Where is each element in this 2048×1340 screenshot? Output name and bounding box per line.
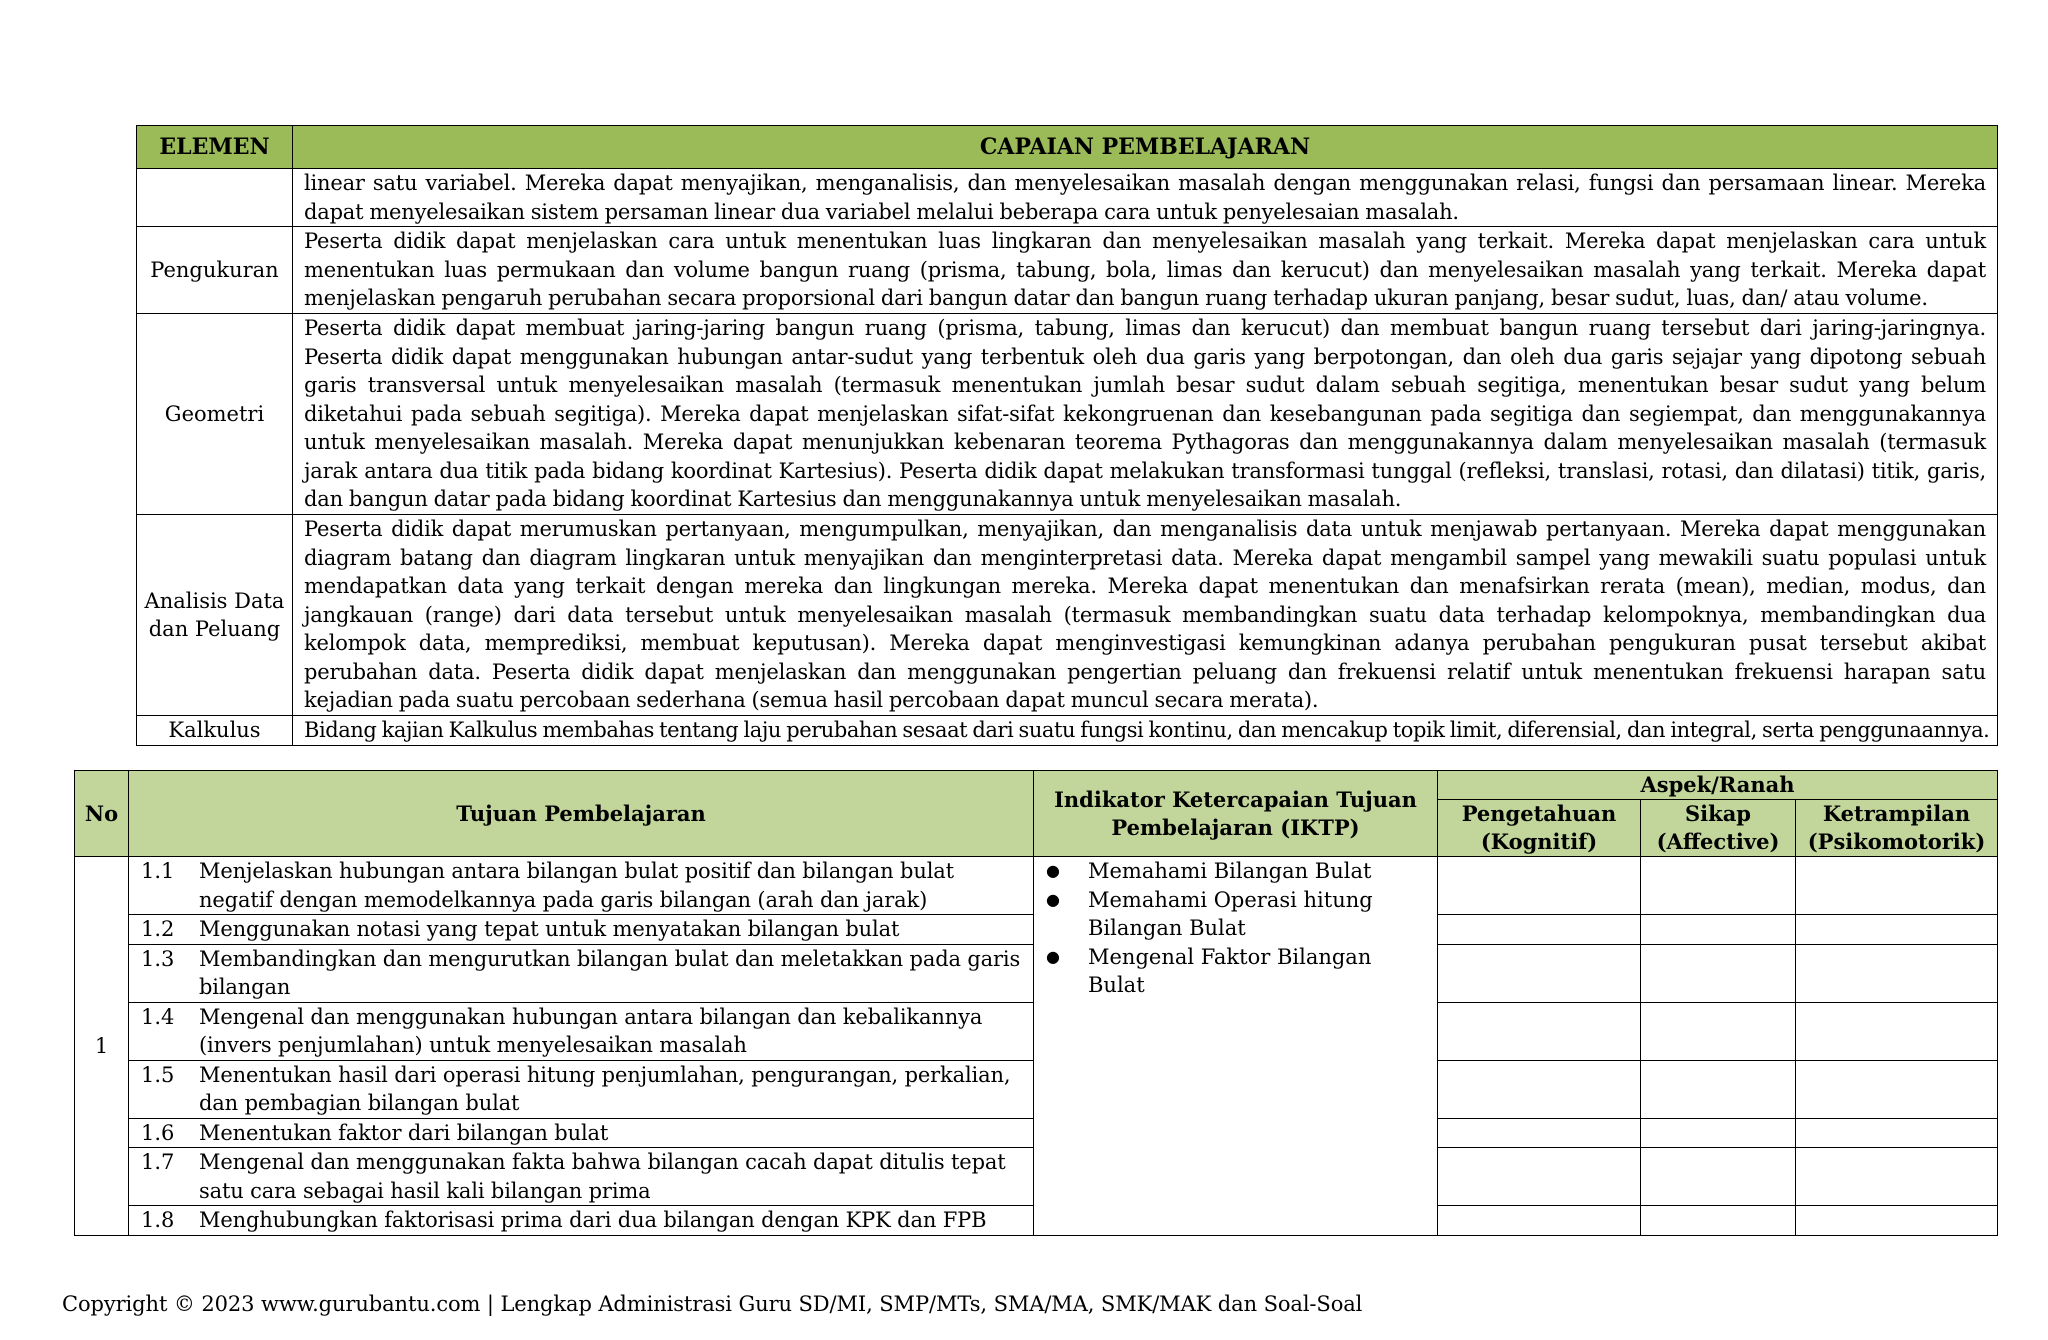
sikap-cell (1641, 1148, 1796, 1206)
tujuan-code: 1.6 (141, 1120, 175, 1145)
capaian-cell: Peserta didik dapat menjelaskan cara untuk menentukan luas lingkaran dan menyelesaikan masalah yang terkait. Mereka dapat menjelaskan cara untuk menentukan luas permukaan dan volume bangun ruang (prisma, tabung, bola, limas dan kerucut) dan menyelesaikan masalah yang terkait. Mereka dapat menjelaskan pengaruh perubahan secara proporsional dari bangun datar dan bangun ruang terhadap ukuran panjang, besar sudut, luas, dan/ atau volume. (293, 227, 1998, 314)
ketrampilan-header: Ketrampilan (Psikomotorik) (1796, 800, 1998, 857)
elemen-cell: Analisis Data dan Peluang (137, 515, 293, 716)
sikap-cell (1641, 1002, 1796, 1060)
sikap-cell (1641, 944, 1796, 1002)
tujuan-text: Membandingkan dan mengurutkan bilangan bulat dan meletakkan pada garis bilangan (199, 946, 1021, 999)
pengetahuan-cell (1438, 915, 1641, 945)
cp-row (137, 227, 1998, 314)
aspek-header: Aspek/Ranah (1438, 771, 1998, 800)
pengetahuan-cell (1438, 1118, 1641, 1148)
tujuan-text: Menghubungkan faktorisasi prima dari dua bilangan dengan KPK dan FPB (199, 1208, 987, 1232)
tujuan-pembelajaran-table (74, 770, 1998, 1236)
tujuan-cell (129, 1118, 1034, 1148)
tujuan-code: 1.4 (141, 1004, 175, 1029)
elemen-cell: Pengukuran (137, 227, 293, 314)
ketrampilan-cell (1796, 1060, 1998, 1118)
tujuan-cell (129, 1148, 1034, 1206)
sikap-cell (1641, 1118, 1796, 1148)
cp-row (137, 716, 1998, 746)
cp-header-row (137, 126, 1998, 169)
ketrampilan-cell (1796, 944, 1998, 1002)
tujuan-code: 1.5 (141, 1062, 175, 1087)
pengetahuan-cell (1438, 1148, 1641, 1206)
pengetahuan-cell (1438, 857, 1641, 915)
tujuan-header: Tujuan Pembelajaran (129, 771, 1034, 857)
capaian-pembelajaran-table (136, 125, 1998, 746)
pengetahuan-header: Pengetahuan (Kognitif) (1438, 800, 1641, 857)
tujuan-cell (129, 944, 1034, 1002)
tujuan-text: Mengenal dan menggunakan hubungan antara bilangan dan kebalikannya (invers penjumlahan) untuk menyelesaikan masalah (199, 1004, 983, 1057)
ketrampilan-cell (1796, 915, 1998, 945)
iktp-header: Indikator Ketercapaian Tujuan Pembelajaran (IKTP) (1034, 771, 1438, 857)
bullet-icon: ● (1046, 889, 1060, 909)
no-cell: 1 (75, 857, 129, 1236)
indikator-text: Mengenal Faktor Bilangan Bulat (1088, 944, 1372, 997)
bullet-icon: ● (1046, 861, 1060, 880)
capaian-cell: Peserta didik dapat membuat jaring-jaring bangun ruang (prisma, tabung, limas dan kerucut) dan membuat bangun ruang tersebut dari jaring-jaringnya. Peserta didik dapat menggunakan hubungan antar-sudut yang terbentuk oleh dua garis yang berpotongan, dan oleh dua garis sejajar yang dipotong sebuah garis transversal untuk menyelesaikan masalah (termasuk menentukan jumlah besar sudut dalam sebuah segitiga, menentukan besar sudut yang belum diketahui pada sebuah segitiga). Mereka dapat menjelaskan sifat-sifat kekongruenan dan kesebangunan pada segitiga dan segiempat, dan menggunakannya untuk menyelesaikan masalah. Mereka dapat menunjukkan kebenaran teorema Pythagoras dan menggunakannya dalam menyelesaikan masalah (termasuk jarak antara dua titik pada bidang koordinat Kartesius). Peserta didik dapat melakukan transformasi tunggal (refleksi, translasi, rotasi, dan dilatasi) titik, garis, dan bangun datar pada bidang koordinat Kartesius dan menggunakannya untuk menyelesaikan masalah. (293, 314, 1998, 515)
capaian-cell: Peserta didik dapat merumuskan pertanyaan, mengumpulkan, menyajikan, dan menganalisis data untuk menjawab pertanyaan. Mereka dapat menggunakan diagram batang dan diagram lingkaran untuk menyajikan dan menginterpretasi data. Mereka dapat mengambil sampel yang mewakili suatu populasi untuk mendapatkan data yang terkait dengan mereka dan lingkungan mereka. Mereka dapat menentukan dan menafsirkan rerata (mean), median, modus, dan jangkauan (range) dari data tersebut untuk menyelesaikan masalah (termasuk membandingkan suatu data terhadap kelompoknya, membandingkan dua kelompok data, memprediksi, membuat keputusan). Mereka dapat menginvestigasi kemungkinan adanya perubahan pengukuran pusat tersebut akibat perubahan data. Peserta didik dapat menjelaskan dan menggunakan pengertian peluang dan frekuensi relatif untuk menentukan frekuensi harapan satu kejadian pada suatu percobaan sederhana (semua hasil percobaan dapat muncul secara merata). (293, 515, 1998, 716)
indikator-item (1042, 857, 1431, 886)
copyright-footer: Copyright © 2023 www.gurubantu.com | Lengkap Administrasi Guru SD/MI, SMP/MTs, SMA/MA, SMK/MAK dan Soal-Soal (62, 1292, 1363, 1316)
indikator-text: Memahami Operasi hitung Bilangan Bulat (1088, 887, 1373, 940)
no-header: No (75, 771, 129, 857)
tujuan-cell (129, 857, 1034, 915)
tujuan-text: Menentukan faktor dari bilangan bulat (199, 1120, 609, 1145)
pengetahuan-cell (1438, 944, 1641, 1002)
capaian-header: CAPAIAN PEMBELAJARAN (293, 126, 1998, 169)
tp-row (75, 857, 1998, 915)
capaian-cell: Bidang kajian Kalkulus membahas tentang laju perubahan sesaat dari suatu fungsi kontinu, dan mencakup topik limit, diferensial, dan integral, serta penggunaannya. (293, 716, 1998, 746)
tp-header-row (75, 771, 1998, 800)
tujuan-text: Menggunakan notasi yang tepat untuk menyatakan bilangan bulat (199, 917, 900, 941)
elemen-cell (137, 169, 293, 227)
ketrampilan-cell (1796, 1002, 1998, 1060)
ketrampilan-cell (1796, 1118, 1998, 1148)
tujuan-cell (129, 915, 1034, 945)
ketrampilan-cell (1796, 857, 1998, 915)
sikap-header: Sikap (Affective) (1641, 800, 1796, 857)
tujuan-text: Mengenal dan menggunakan fakta bahwa bilangan cacah dapat ditulis tepat satu cara sebagai hasil kali bilangan prima (199, 1150, 1006, 1203)
tujuan-cell (129, 1206, 1034, 1236)
indikator-item (1042, 943, 1431, 1000)
ketrampilan-cell (1796, 1206, 1998, 1236)
cp-row (137, 314, 1998, 515)
sikap-cell (1641, 857, 1796, 915)
cp-row (137, 515, 1998, 716)
pengetahuan-cell (1438, 1060, 1641, 1118)
tujuan-text: Menjelaskan hubungan antara bilangan bulat positif dan bilangan bulat negatif dengan memodelkannya pada garis bilangan (arah dan jarak) (199, 859, 954, 912)
tujuan-cell (129, 1060, 1034, 1118)
tujuan-cell (129, 1002, 1034, 1060)
tujuan-text: Menentukan hasil dari operasi hitung penjumlahan, pengurangan, perkalian, dan pembagian bilangan bulat (199, 1062, 1011, 1115)
sikap-cell (1641, 915, 1796, 945)
tujuan-code: 1.7 (141, 1150, 175, 1174)
bullet-icon: ● (1046, 946, 1060, 966)
elemen-header: ELEMEN (137, 126, 293, 169)
indikator-cell (1034, 857, 1438, 1236)
pengetahuan-cell (1438, 1206, 1641, 1236)
sikap-cell (1641, 1206, 1796, 1236)
tujuan-code: 1.1 (141, 859, 175, 883)
elemen-cell: Kalkulus (137, 716, 293, 746)
tujuan-code: 1.3 (141, 946, 175, 971)
tujuan-code: 1.2 (141, 917, 175, 941)
pengetahuan-cell (1438, 1002, 1641, 1060)
capaian-cell: linear satu variabel. Mereka dapat menyajikan, menganalisis, dan menyelesaikan masalah dengan menggunakan relasi, fungsi dan persamaan linear. Mereka dapat menyelesaikan sistem persaman linear dua variabel melalui beberapa cara untuk penyelesaian masalah. (293, 169, 1998, 227)
indikator-item (1042, 886, 1431, 943)
sikap-cell (1641, 1060, 1796, 1118)
indikator-text: Memahami Bilangan Bulat (1088, 859, 1372, 883)
tujuan-code: 1.8 (141, 1208, 175, 1232)
elemen-cell: Geometri (137, 314, 293, 515)
ketrampilan-cell (1796, 1148, 1998, 1206)
cp-row (137, 169, 1998, 227)
